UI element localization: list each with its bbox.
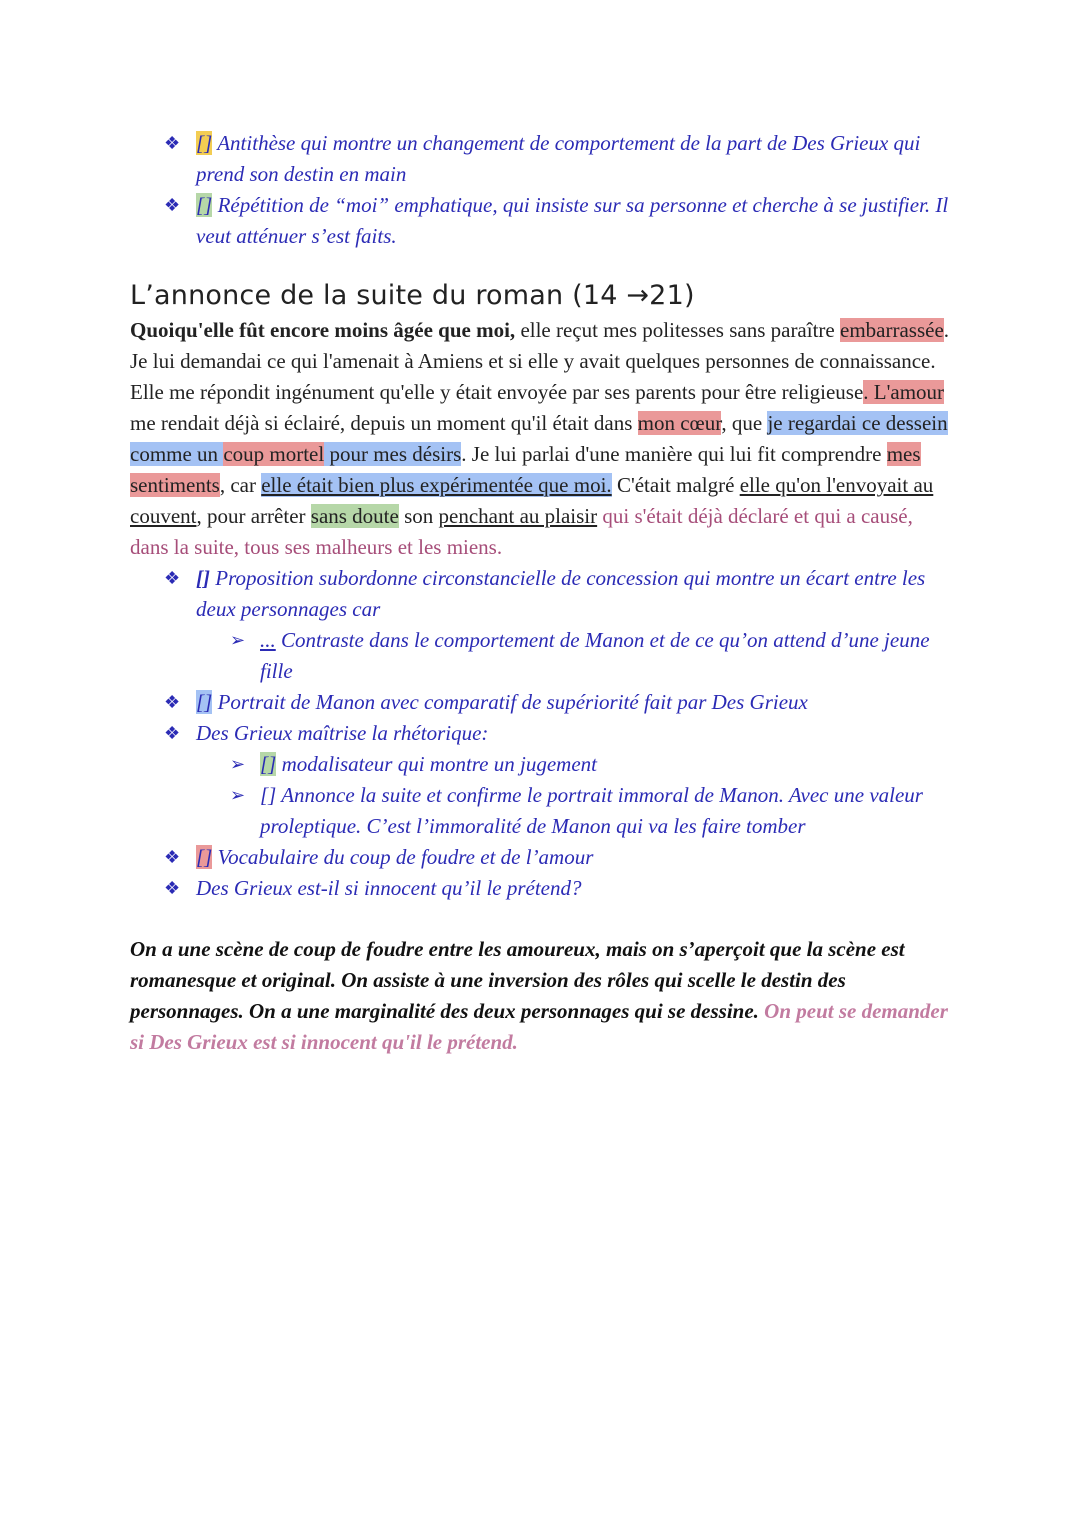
bullet-text: Vocabulaire du coup de foudre et de l’amour — [217, 845, 594, 869]
quoted-passage — [130, 315, 950, 563]
arrow-bullet-icon: ➢ — [230, 785, 246, 805]
section-title: L’annonce de la suite du roman (14 →21) — [130, 280, 695, 311]
bullet-text: Proposition subordonne circonstancielle de concession qui montre un écart entre les deux personnages car — [196, 566, 926, 621]
arrow-bullet-icon: ➢ — [230, 754, 246, 774]
annotation-tag: [] — [260, 783, 277, 807]
diamond-bullet-icon: ❖ — [164, 133, 181, 153]
diamond-bullet-icon: ❖ — [164, 723, 181, 743]
passage-segment: . Je lui demandai ce qui l'amenait à Amiens et si elle y avait quelques personnes de connaissance. Elle me répondit ingénument qu'elle y était envoyée par ses parents pour être religieuse — [130, 318, 950, 404]
passage-segment: pour mes désirs — [324, 442, 462, 466]
passage-segment: qui s'était déjà déclaré et qui a causé, dans la suite, tous ses malheurs et les miens. — [130, 504, 913, 559]
diamond-bullet-icon: ❖ — [164, 847, 181, 867]
passage-segment: , car — [219, 473, 262, 497]
list-item — [130, 128, 950, 190]
passage-segment: elle reçut mes politesses sans paraître — [515, 318, 840, 342]
conclusion — [130, 934, 950, 1058]
conclusion-text: On a une scène de coup de foudre entre les amoureux, mais on s’aperçoit que la scène est romanesque et original. On assiste à une inversion des rôles qui scelle le destin des personnages. On a une marginalité des deux personnages qui se dessine. — [130, 937, 905, 1023]
passage-segment: elle était bien plus expérimentée que moi. — [261, 473, 612, 497]
annotation-tag: [] — [196, 193, 213, 217]
list-item — [130, 190, 950, 252]
diamond-bullet-icon: ❖ — [164, 195, 181, 215]
passage-segment: . Je lui parlai d'une manière qui lui fit comprendre — [461, 442, 887, 466]
diamond-bullet-icon: ❖ — [164, 692, 181, 712]
conclusion-question: On peut se demander si Des Grieux est si innocent qu'il le prétend. — [130, 999, 948, 1054]
arrow-bullet-icon: ➢ — [230, 630, 246, 650]
passage-segment: Quoiqu'elle fût encore moins âgée que moi, — [130, 318, 516, 342]
annotation-tag: [] — [260, 752, 277, 776]
passage-segment: son — [398, 504, 439, 528]
passage-segment: mon cœur — [637, 411, 722, 435]
list-item — [130, 780, 950, 842]
diamond-bullet-icon: ❖ — [164, 568, 181, 588]
list-item — [130, 625, 950, 687]
passage-segment: , que — [721, 411, 768, 435]
passage-segment: sans doute — [310, 504, 399, 528]
passage-segment: elle qu'on l'envoyait au couvent — [130, 473, 934, 528]
document-page — [130, 128, 950, 1058]
passage-segment: embarrassée — [840, 318, 944, 342]
bullet-text: Annonce la suite et confirme le portrait immoral de Manon. Avec une valeur proleptique. C’est l’immoralité de Manon qui va les faire tomber — [260, 783, 923, 838]
annotation-tag: [] — [196, 131, 213, 155]
bullet-text: Contraste dans le comportement de Manon et de ce qu’on attend d’une jeune fille — [260, 628, 930, 683]
passage-segment: je regardai ce dessein comme un — [130, 411, 948, 466]
analysis-list — [130, 563, 950, 904]
bullet-text: Portrait de Manon avec comparatif de supériorité fait par Des Grieux — [217, 690, 808, 714]
list-item — [130, 842, 950, 873]
bullet-text: Des Grieux maîtrise la rhétorique: — [196, 721, 489, 745]
passage-segment: me rendait déjà si éclairé, depuis un moment qu'il était dans — [130, 411, 638, 435]
list-item — [130, 718, 950, 749]
bullet-text: Des Grieux est-il si innocent qu’il le prétend? — [196, 876, 582, 900]
bullet-text: Antithèse qui montre un changement de comportement de la part de Des Grieux qui prend son destin en main — [196, 131, 921, 186]
list-item — [130, 563, 950, 625]
passage-segment: coup mortel — [223, 442, 325, 466]
passage-segment: C'était malgré — [611, 473, 740, 497]
annotation-tag: [] — [196, 566, 210, 590]
list-item — [130, 873, 950, 904]
top-bullet-list — [130, 128, 950, 252]
diamond-bullet-icon: ❖ — [164, 878, 181, 898]
list-item — [130, 749, 950, 780]
passage-segment: penchant au plaisir — [438, 504, 598, 528]
passage-segment: mes sentiments — [130, 442, 921, 497]
bullet-text: modalisateur qui montre un jugement — [281, 752, 597, 776]
annotation-tag: [] — [196, 690, 213, 714]
passage-segment: , pour arrêter — [196, 504, 311, 528]
annotation-tag: ... — [260, 628, 276, 652]
list-item — [130, 687, 950, 718]
bullet-text: Répétition de “moi” emphatique, qui insiste sur sa personne et cherche à se justifier. Il veut atténuer s’est faits. — [196, 193, 949, 248]
passage-segment: . L'amour — [863, 380, 945, 404]
annotation-tag: [] — [196, 845, 213, 869]
